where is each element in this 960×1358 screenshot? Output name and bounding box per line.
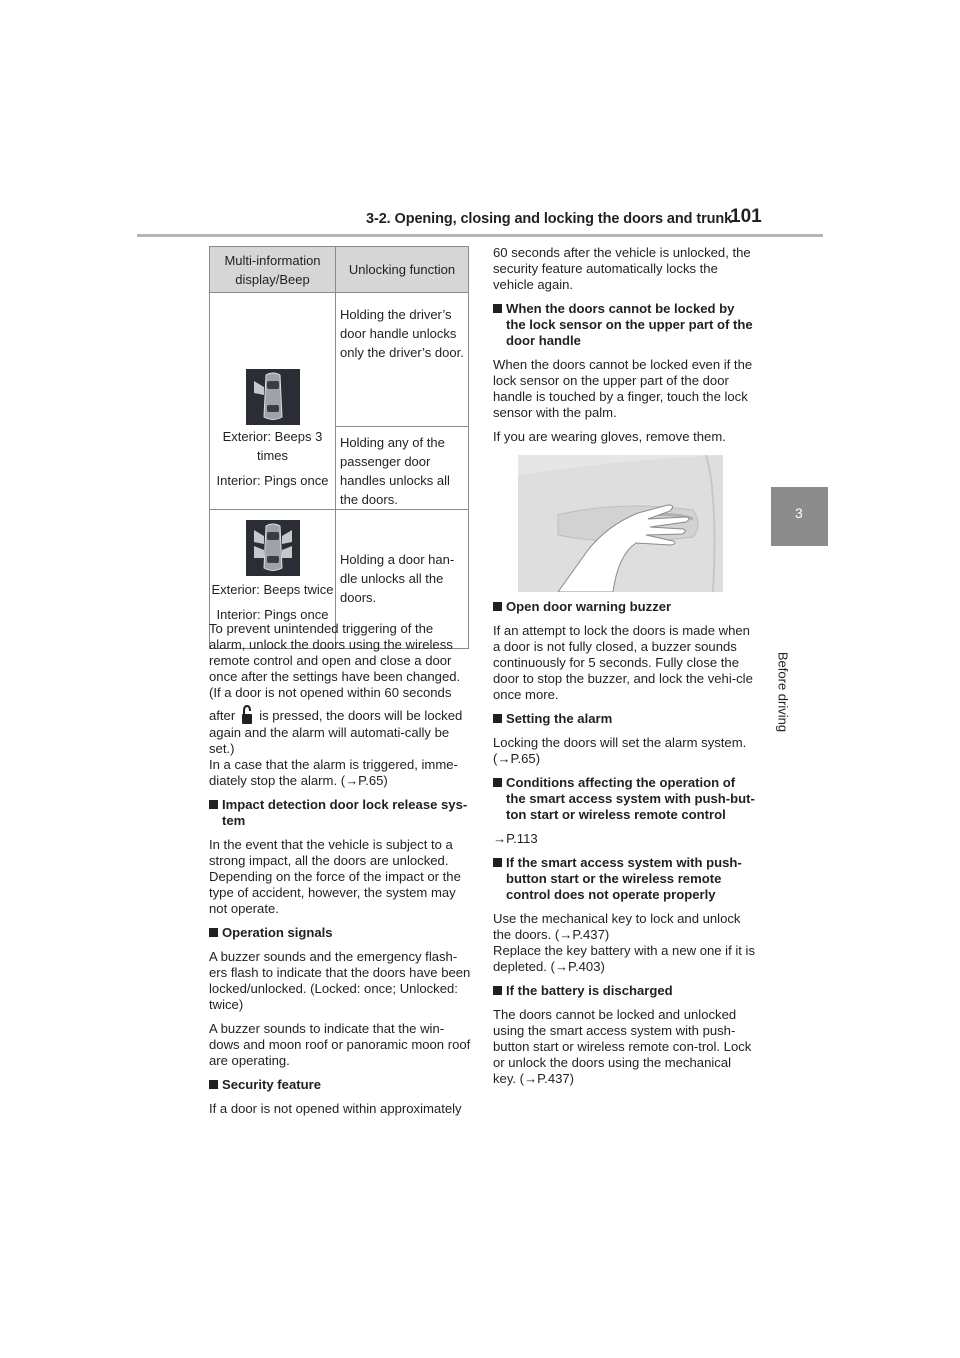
section-heading: Setting the alarm bbox=[493, 711, 755, 727]
body-text: To prevent unintended triggering of the alarm, unlock the doors using the wireless remote control and open and close a door once after the settings have been changed. (If a door is not opened within 60 seconds bbox=[209, 621, 461, 700]
unlocking-function-table bbox=[209, 246, 469, 649]
car-all-doors-open-icon bbox=[246, 520, 300, 576]
section-heading: When the doors cannot be locked by the lock sensor on the upper part of the door handle bbox=[493, 301, 755, 349]
lock-icon bbox=[241, 705, 253, 725]
body-text: If you are wearing gloves, remove them. bbox=[493, 429, 726, 444]
square-bullet-icon bbox=[209, 928, 218, 937]
left-column bbox=[209, 621, 471, 1117]
body-text: If an attempt to lock the doors is made when a door is not fully closed, a buzzer sounds continuously for 5 seconds. Fully close the door to stop the buzzer, and lock the vehi-cle once more. bbox=[493, 623, 753, 702]
door-handle-illustration bbox=[518, 455, 723, 592]
car-driver-door-open-icon bbox=[246, 369, 300, 425]
square-bullet-icon bbox=[209, 800, 218, 809]
chapter-label bbox=[770, 644, 796, 739]
square-bullet-icon bbox=[493, 714, 502, 723]
function-cell bbox=[336, 427, 469, 510]
section-heading: Security feature bbox=[209, 1077, 471, 1093]
page-number: 101 bbox=[730, 206, 762, 227]
display-cell bbox=[210, 293, 336, 510]
section-heading: Conditions affecting the operation of the smart access system with push-but-ton start or wireless remote control bbox=[493, 775, 755, 823]
chapter-number: 3 bbox=[795, 505, 803, 521]
body-text: The doors cannot be locked and unlocked using the smart access system with push-button start or wireless remote con-trol. Lock or unlock the doors using the mechanical key. (→P.437) bbox=[493, 1007, 752, 1086]
square-bullet-icon bbox=[493, 986, 502, 995]
body-text: Locking the doors will set the alarm system. (→P.65) bbox=[493, 735, 747, 766]
body-text-with-icon: after is pressed, the doors will be locked again and the alarm will automati-cally be set.) bbox=[209, 705, 471, 757]
body-text: Replace the key battery with a new one if it is depleted. (→P.403) bbox=[493, 943, 756, 974]
body-text: In the event that the vehicle is subject to a strong impact, all the doors are unlocked. Depending on the force of the impact or the type of accident, however, the system may not operate. bbox=[209, 837, 461, 916]
right-column-continued bbox=[493, 599, 755, 1087]
body-text: Use the mechanical key to lock and unlock the doors. (→P.437) bbox=[493, 911, 741, 942]
square-bullet-icon bbox=[493, 858, 502, 867]
interior-ping-text: Interior: Pings once bbox=[216, 607, 329, 622]
section-heading: If the smart access system with push-button start or the wireless remote control does not operate properly bbox=[493, 855, 755, 903]
section-heading: Operation signals bbox=[209, 925, 471, 941]
body-text: When the doors cannot be locked even if the lock sensor on the upper part of the door handle is touched by a finger, touch the lock sensor with the palm. bbox=[493, 357, 753, 420]
body-text: In a case that the alarm is triggered, imme-diately stop the alarm. (→P.65) bbox=[209, 757, 458, 788]
table-row bbox=[210, 293, 469, 427]
square-bullet-icon bbox=[209, 1080, 218, 1089]
exterior-beep-text: Exterior: Beeps 3 times bbox=[222, 429, 323, 463]
header-rule bbox=[137, 234, 823, 237]
table-header-function: Unlocking function bbox=[336, 247, 469, 293]
function-text: Holding any of the passenger door handles unlocks all the doors. bbox=[340, 435, 450, 507]
right-column bbox=[493, 245, 755, 445]
section-heading: Impact detection door lock release sys-tem bbox=[209, 797, 471, 829]
body-text: If a door is not opened within approximately bbox=[209, 1101, 462, 1116]
square-bullet-icon bbox=[493, 304, 502, 313]
function-cell bbox=[336, 293, 469, 427]
table-header-display: Multi-information display/Beep bbox=[210, 247, 336, 293]
chapter-label-text: Before driving bbox=[775, 651, 791, 732]
function-text: Holding the driver’s door handle unlocks only the driver’s door. bbox=[340, 307, 464, 360]
function-text: Holding a door han-dle unlocks all the doors. bbox=[340, 552, 455, 605]
square-bullet-icon bbox=[493, 602, 502, 611]
section-title: 3-2. Opening, closing and locking the doors and trunk bbox=[366, 211, 733, 227]
section-heading: If the battery is discharged bbox=[493, 983, 755, 999]
chapter-tab bbox=[771, 487, 828, 546]
page-reference[interactable]: →P.113 bbox=[493, 831, 538, 846]
body-text: 60 seconds after the vehicle is unlocked, the security feature automatically locks the vehicle again. bbox=[493, 245, 751, 292]
section-heading: Open door warning buzzer bbox=[493, 599, 755, 615]
body-text: A buzzer sounds to indicate that the win-dows and moon roof or panoramic moon roof are operating. bbox=[209, 1021, 471, 1068]
exterior-beep-text: Exterior: Beeps twice bbox=[211, 582, 334, 597]
square-bullet-icon bbox=[493, 778, 502, 787]
interior-ping-text: Interior: Pings once bbox=[216, 473, 329, 488]
body-text: A buzzer sounds and the emergency flash-ers flash to indicate that the doors have been locked/unlocked. (Locked: once; Unlocked: twice) bbox=[209, 949, 471, 1012]
